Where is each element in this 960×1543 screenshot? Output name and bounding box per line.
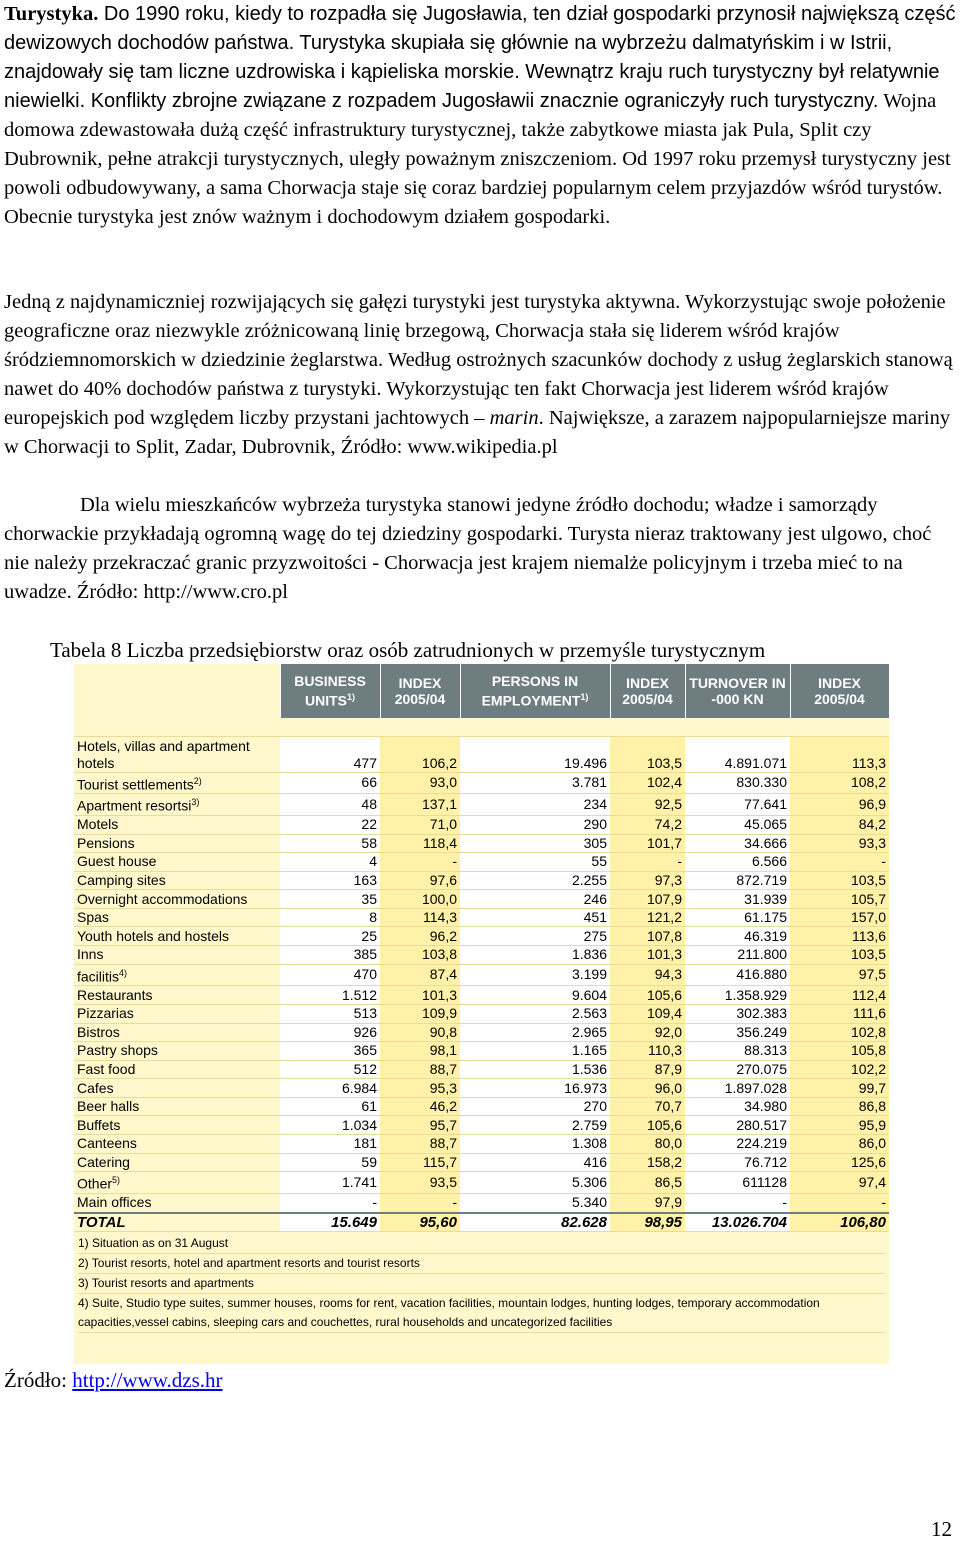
table-row bbox=[74, 834, 889, 853]
table-cell: 71,0 bbox=[380, 815, 460, 834]
paragraph-text: Dla wielu mieszkańców wybrzeża turystyka stanowi jedyne źródło dochodu; władze i samorządy chorwackie przykładają ogromną wagę do tej dziedziny gospodarki. Turysta nieraz traktowany jest ulgowo, choć nie należy przekraczać granic przyzwoitości - Chorwacja jest krajem niemalże policyjnym i trzeba mieć to na uwadze. Źródło: http://www.cro.pl bbox=[4, 494, 932, 603]
table-cell: 385 bbox=[280, 946, 380, 965]
table-cell: 356.249 bbox=[685, 1023, 790, 1042]
table-cell: 34.666 bbox=[685, 834, 790, 853]
row-label: Other$^{5)}$ bbox=[74, 1172, 280, 1194]
table-cell: 1.034 bbox=[280, 1116, 380, 1135]
table-cell: 25 bbox=[280, 927, 380, 946]
table-cell: 97,5 bbox=[790, 964, 889, 986]
table-row bbox=[74, 736, 889, 772]
table-footnotes bbox=[74, 1232, 889, 1335]
table-cell: 110,3 bbox=[610, 1042, 685, 1061]
table-cell: 100,0 bbox=[380, 890, 460, 909]
table-header-row bbox=[74, 664, 889, 718]
table-row bbox=[74, 986, 889, 1005]
table-cell: 70,7 bbox=[610, 1097, 685, 1116]
table-cell: 302.383 bbox=[685, 1004, 790, 1023]
table-cell: 275 bbox=[460, 927, 610, 946]
table-cell: 107,8 bbox=[610, 927, 685, 946]
table-cell: 84,2 bbox=[790, 815, 889, 834]
table-cell: 513 bbox=[280, 1004, 380, 1023]
table-row bbox=[74, 964, 889, 986]
table-cell: 88,7 bbox=[380, 1060, 460, 1079]
table-cell: 105,6 bbox=[610, 1116, 685, 1135]
table-cell: 1.358.929 bbox=[685, 986, 790, 1005]
table-cell: 16.973 bbox=[460, 1079, 610, 1098]
table-cell: 102,4 bbox=[610, 772, 685, 794]
table-cell: 270.075 bbox=[685, 1060, 790, 1079]
table-cell: 1.836 bbox=[460, 946, 610, 965]
column-header: INDEX 2005/04 bbox=[610, 664, 685, 718]
table-row bbox=[74, 815, 889, 834]
column-header: TURNOVER IN -000 KN bbox=[685, 664, 790, 718]
table-cell: 97,9 bbox=[610, 1193, 685, 1212]
table-cell: 95,60 bbox=[380, 1213, 460, 1232]
table-cell: 6.566 bbox=[685, 853, 790, 872]
table-cell: 6.984 bbox=[280, 1079, 380, 1098]
table-cell: 45.065 bbox=[685, 815, 790, 834]
table-cell: 234 bbox=[460, 794, 610, 816]
table-cell: 108,2 bbox=[790, 772, 889, 794]
table-cell: 82.628 bbox=[460, 1213, 610, 1232]
table-row bbox=[74, 772, 889, 794]
table-cell: 55 bbox=[460, 853, 610, 872]
table-cell: 416.880 bbox=[685, 964, 790, 986]
table-cell: 90,8 bbox=[380, 1023, 460, 1042]
table-cell: 103,5 bbox=[790, 871, 889, 890]
table-cell: 103,5 bbox=[790, 946, 889, 965]
paragraph-sans-part: Do 1990 roku, kiedy to rozpadła się Jugosławia, ten dział gospodarki przynosił największą część dewizowych dochodów państwa. Turystyka skupiała się głównie na wybrzeżu dalmatyńskim i w Istrii, znajdowały się tam liczne uzdrowiska i kąpieliska morskie. Wewnątrz kraju ruch turystyczny był relatywnie niewielki. Konflikty zbrojne związane z rozpadem Jugosławii znacznie ograniczyły ruch turystyczny. bbox=[4, 3, 956, 112]
table-cell: 105,6 bbox=[610, 986, 685, 1005]
table-cell: 87,9 bbox=[610, 1060, 685, 1079]
table-cell: 76.712 bbox=[685, 1153, 790, 1172]
table-cell: 158,2 bbox=[610, 1153, 685, 1172]
table-cell: 157,0 bbox=[790, 908, 889, 927]
table-cell: 113,6 bbox=[790, 927, 889, 946]
table-cell: 97,3 bbox=[610, 871, 685, 890]
table-cell: 114,3 bbox=[380, 908, 460, 927]
page-number: 12 bbox=[931, 1517, 952, 1541]
table-cell: 92,0 bbox=[610, 1023, 685, 1042]
table-cell: - bbox=[380, 1193, 460, 1212]
table-cell: - bbox=[790, 1193, 889, 1212]
column-header: BUSINESS UNITS$^{1)}$ bbox=[280, 664, 380, 718]
table-cell: 270 bbox=[460, 1097, 610, 1116]
table-cell: - bbox=[280, 1193, 380, 1212]
table-cell: 99,7 bbox=[790, 1079, 889, 1098]
table-cell: 61.175 bbox=[685, 908, 790, 927]
table-cell: 87,4 bbox=[380, 964, 460, 986]
table-row bbox=[74, 1023, 889, 1042]
table-cell: 830.330 bbox=[685, 772, 790, 794]
column-header: INDEX 2005/04 bbox=[380, 664, 460, 718]
table-cell: 61 bbox=[280, 1097, 380, 1116]
table-cell: 926 bbox=[280, 1023, 380, 1042]
table-cell: 5.340 bbox=[460, 1193, 610, 1212]
table-row bbox=[74, 927, 889, 946]
table-cell: 96,9 bbox=[790, 794, 889, 816]
table-cell: 86,0 bbox=[790, 1135, 889, 1154]
table-cell: 34.980 bbox=[685, 1097, 790, 1116]
footnote: 4) Suite, Studio type suites, summer houses, rooms for rent, vacation facilities, mountain lodges, hunting lodges, temporary accommodation capacities,vessel cabins, sleeping cars and couchettes, rural households and uncategorized facilities bbox=[78, 1294, 885, 1333]
table-cell: 109,4 bbox=[610, 1004, 685, 1023]
table-cell: 512 bbox=[280, 1060, 380, 1079]
source-label: Źródło: bbox=[4, 1368, 73, 1392]
column-header: PERSONS IN EMPLOYMENT$^{1)}$ bbox=[460, 664, 610, 718]
table-cell: 1.165 bbox=[460, 1042, 610, 1061]
table-cell: 1.897.028 bbox=[685, 1079, 790, 1098]
paragraph-active-tourism bbox=[4, 288, 956, 462]
row-label: Spas bbox=[74, 908, 280, 927]
table-cell: 115,7 bbox=[380, 1153, 460, 1172]
table-cell: 101,3 bbox=[380, 986, 460, 1005]
table-cell: 95,9 bbox=[790, 1116, 889, 1135]
italic-term: marin bbox=[489, 407, 539, 429]
table-cell: 77.641 bbox=[685, 794, 790, 816]
table-cell: 477 bbox=[280, 736, 380, 772]
table-cell: 94,3 bbox=[610, 964, 685, 986]
table-cell: 13.026.704 bbox=[685, 1213, 790, 1232]
table-cell: 98,1 bbox=[380, 1042, 460, 1061]
table-caption: Tabela 8 Liczba przedsiębiorstw oraz osób zatrudnionych w przemyśle turystycznym bbox=[50, 638, 766, 662]
table-cell: 290 bbox=[460, 815, 610, 834]
paragraph-lead: Turystyka. bbox=[4, 3, 99, 25]
table-cell: 58 bbox=[280, 834, 380, 853]
table-row bbox=[74, 908, 889, 927]
table-cell: 48 bbox=[280, 794, 380, 816]
table-cell: 102,2 bbox=[790, 1060, 889, 1079]
row-label: Pastry shops bbox=[74, 1042, 280, 1061]
table-cell: - bbox=[685, 1193, 790, 1212]
paragraph-tourism-history bbox=[4, 0, 956, 232]
table-cell: 3.199 bbox=[460, 964, 610, 986]
row-label: Overnight accommodations bbox=[74, 890, 280, 909]
footnote: 1) Situation as on 31 August bbox=[78, 1234, 885, 1254]
table-row bbox=[74, 1042, 889, 1061]
table-cell: 105,7 bbox=[790, 890, 889, 909]
table-cell: 101,3 bbox=[610, 946, 685, 965]
table-cell: 470 bbox=[280, 964, 380, 986]
table-cell: 2.965 bbox=[460, 1023, 610, 1042]
table-cell: 102,8 bbox=[790, 1023, 889, 1042]
table-cell: 137,1 bbox=[380, 794, 460, 816]
table-cell: 5.306 bbox=[460, 1172, 610, 1194]
table-cell: 280.517 bbox=[685, 1116, 790, 1135]
table-cell: 1.741 bbox=[280, 1172, 380, 1194]
table-cell: 66 bbox=[280, 772, 380, 794]
table-cell: 59 bbox=[280, 1153, 380, 1172]
table-cell: 4 bbox=[280, 853, 380, 872]
table-cell: 96,2 bbox=[380, 927, 460, 946]
table-cell: 163 bbox=[280, 871, 380, 890]
table-row bbox=[74, 853, 889, 872]
table-cell: 305 bbox=[460, 834, 610, 853]
table-cell: 74,2 bbox=[610, 815, 685, 834]
table-cell: 8 bbox=[280, 908, 380, 927]
table-cell: 15.649 bbox=[280, 1213, 380, 1232]
table-cell: 611128 bbox=[685, 1172, 790, 1194]
table-cell: 1.512 bbox=[280, 986, 380, 1005]
table-row bbox=[74, 794, 889, 816]
table-cell: 246 bbox=[460, 890, 610, 909]
row-label: Fast food bbox=[74, 1060, 280, 1079]
table-cell: 118,4 bbox=[380, 834, 460, 853]
source-line bbox=[4, 1366, 223, 1394]
table-cell: 107,9 bbox=[610, 890, 685, 909]
table-cell: 2.759 bbox=[460, 1116, 610, 1135]
table-cell: 2.563 bbox=[460, 1004, 610, 1023]
table-cell: 93,5 bbox=[380, 1172, 460, 1194]
table-cell: 22 bbox=[280, 815, 380, 834]
table-cell: 872.719 bbox=[685, 871, 790, 890]
row-label: Apartment resortsi$^{3)}$ bbox=[74, 794, 280, 816]
table-cell: 111,6 bbox=[790, 1004, 889, 1023]
footnote: 3) Tourist resorts and apartments bbox=[78, 1274, 885, 1294]
table-cell: 365 bbox=[280, 1042, 380, 1061]
table-cell: 2.255 bbox=[460, 871, 610, 890]
table-cell: - bbox=[790, 853, 889, 872]
table-row bbox=[74, 1172, 889, 1194]
statistics-table-image bbox=[74, 664, 889, 1364]
table-cell: 101,7 bbox=[610, 834, 685, 853]
table-cell: 88.313 bbox=[685, 1042, 790, 1061]
table-cell: - bbox=[610, 853, 685, 872]
table-row bbox=[74, 946, 889, 965]
row-label: Youth hotels and hostels bbox=[74, 927, 280, 946]
row-label: Inns bbox=[74, 946, 280, 965]
table-row bbox=[74, 1135, 889, 1154]
table-cell: - bbox=[380, 853, 460, 872]
table-row bbox=[74, 890, 889, 909]
table-cell: 224.219 bbox=[685, 1135, 790, 1154]
table-cell: 98,95 bbox=[610, 1213, 685, 1232]
column-header: INDEX 2005/04 bbox=[790, 664, 889, 718]
row-label: Motels bbox=[74, 815, 280, 834]
row-label: Cafes bbox=[74, 1079, 280, 1098]
table-cell: 105,8 bbox=[790, 1042, 889, 1061]
row-label: Catering bbox=[74, 1153, 280, 1172]
paragraph-serif-part: Wojna domowa zdewastowała dużą część infrastruktury turystycznej, także zabytkowe miasta jak Pula, Split czy Dubrownik, pełne atrakcji turystycznych, uległy poważnym zniszczeniom. Od 1997 roku przemysł turystyczny jest powoli odbudowywany, a sama Chorwacja staje się coraz bardziej popularnym celem przyjazdów wśród turystów. Obecnie turystyka jest znów ważnym i dochodowym działem gospodarki. bbox=[4, 90, 951, 228]
table-cell: 95,3 bbox=[380, 1079, 460, 1098]
table-cell: 113,3 bbox=[790, 736, 889, 772]
table-row bbox=[74, 1079, 889, 1098]
table-cell: 1.308 bbox=[460, 1135, 610, 1154]
table-cell: 121,2 bbox=[610, 908, 685, 927]
table-cell: 96,0 bbox=[610, 1079, 685, 1098]
row-label: Restaurants bbox=[74, 986, 280, 1005]
table-cell: 181 bbox=[280, 1135, 380, 1154]
table-cell: 92,5 bbox=[610, 794, 685, 816]
table-cell: 93,0 bbox=[380, 772, 460, 794]
table-cell: 125,6 bbox=[790, 1153, 889, 1172]
table-row bbox=[74, 1004, 889, 1023]
row-label: Pensions bbox=[74, 834, 280, 853]
table-cell: 451 bbox=[460, 908, 610, 927]
table-cell: 80,0 bbox=[610, 1135, 685, 1154]
table-cell: 4.891.071 bbox=[685, 736, 790, 772]
row-label: TOTAL bbox=[74, 1213, 280, 1232]
table-cell: 86,5 bbox=[610, 1172, 685, 1194]
table-cell: 46,2 bbox=[380, 1097, 460, 1116]
table-cell: 109,9 bbox=[380, 1004, 460, 1023]
table-row bbox=[74, 1097, 889, 1116]
table-cell: 9.604 bbox=[460, 986, 610, 1005]
row-label: Guest house bbox=[74, 853, 280, 872]
table-row bbox=[74, 1060, 889, 1079]
table-cell: 19.496 bbox=[460, 736, 610, 772]
row-label: Canteens bbox=[74, 1135, 280, 1154]
table-cell: 97,6 bbox=[380, 871, 460, 890]
table-cell: 86,8 bbox=[790, 1097, 889, 1116]
row-label: facilitis$^{4)}$ bbox=[74, 964, 280, 986]
table-cell: 35 bbox=[280, 890, 380, 909]
row-label: Camping sites bbox=[74, 871, 280, 890]
table-cell: 97,4 bbox=[790, 1172, 889, 1194]
table-row bbox=[74, 1193, 889, 1212]
header-blank bbox=[74, 664, 280, 718]
row-label: Tourist settlements$^{2)}$ bbox=[74, 772, 280, 794]
table-cell: 93,3 bbox=[790, 834, 889, 853]
table-cell: 211.800 bbox=[685, 946, 790, 965]
table-cell: 103,5 bbox=[610, 736, 685, 772]
row-label: Hotels, villas and apartment hotels bbox=[74, 736, 280, 772]
footnote: 2) Tourist resorts, hotel and apartment resorts and tourist resorts bbox=[78, 1254, 885, 1274]
paragraph-text-end: . Największe, a zarazem najpopularniejsze mariny w Chorwacji to Split, Zadar, Dubrovnik, Źródło: www.wikipedia.pl bbox=[4, 407, 951, 458]
table-cell: 416 bbox=[460, 1153, 610, 1172]
table-row bbox=[74, 871, 889, 890]
row-label: Pizzarias bbox=[74, 1004, 280, 1023]
table-cell: 46.319 bbox=[685, 927, 790, 946]
table-cell: 112,4 bbox=[790, 986, 889, 1005]
table-row bbox=[74, 1116, 889, 1135]
tourism-statistics-table bbox=[74, 664, 889, 1232]
table-cell: 3.781 bbox=[460, 772, 610, 794]
source-link[interactable]: http://www.dzs.hr bbox=[72, 1368, 223, 1392]
table-cell: 106,2 bbox=[380, 736, 460, 772]
row-label: Main offices bbox=[74, 1193, 280, 1212]
paragraph-residents bbox=[4, 491, 956, 607]
paragraph-text: Jedną z najdynamiczniej rozwijających się gałęzi turystyki jest turystyka aktywna. Wykorzystując swoje położenie geograficzne oraz niezwykle zróżnicowaną linię brzegową, Chorwacja stała się liderem wśród krajów śródziemnomorskich w dziedzinie żeglarstwa. Według ostrożnych szacunków dochody z usług żeglarskich stanową nawet do 40% dochodów państwa z turystyki. Wykorzystując ten fakt Chorwacja jest liderem wśród krajów europejskich pod względem liczby przystani jachtowych – bbox=[4, 291, 953, 429]
table-cell: 95,7 bbox=[380, 1116, 460, 1135]
table-cell: 1.536 bbox=[460, 1060, 610, 1079]
row-label: Beer halls bbox=[74, 1097, 280, 1116]
table-cell: 88,7 bbox=[380, 1135, 460, 1154]
table-cell: 103,8 bbox=[380, 946, 460, 965]
table-total-row bbox=[74, 1213, 889, 1232]
row-label: Buffets bbox=[74, 1116, 280, 1135]
table-cell: 31.939 bbox=[685, 890, 790, 909]
row-label: Bistros bbox=[74, 1023, 280, 1042]
table-row bbox=[74, 1153, 889, 1172]
table-cell: 106,80 bbox=[790, 1213, 889, 1232]
